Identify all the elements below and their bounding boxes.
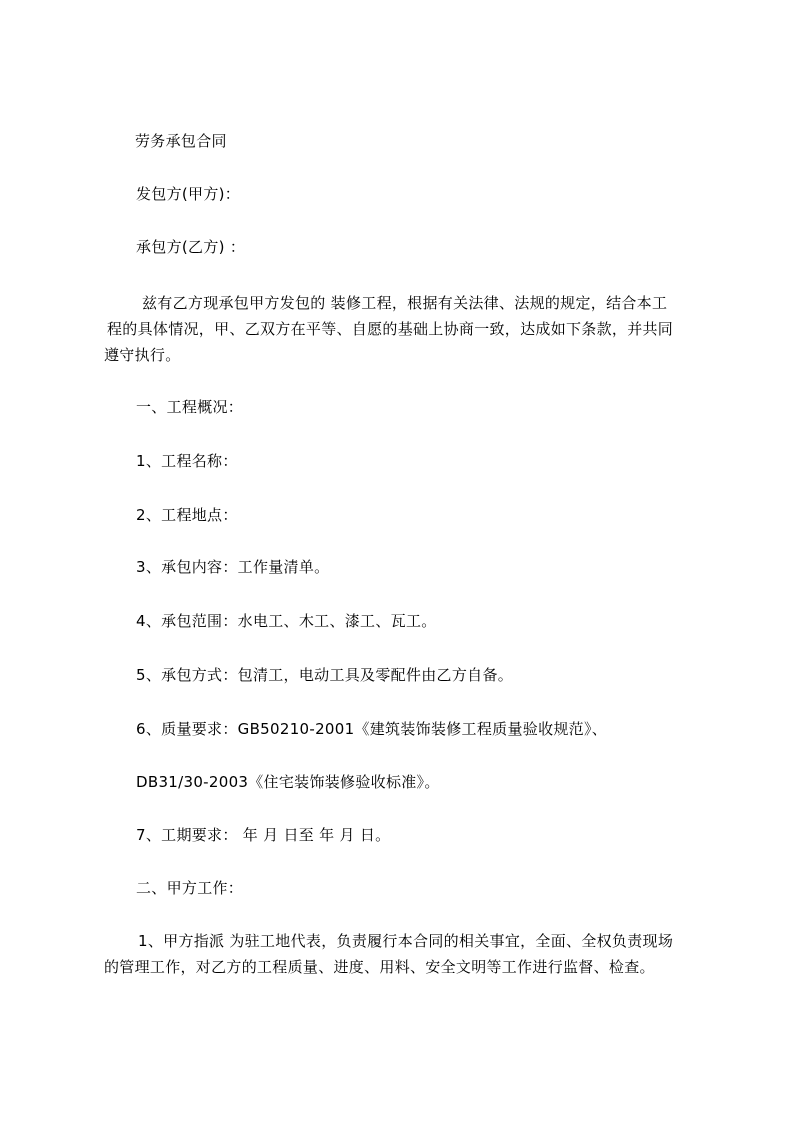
party-b-label: 承包方(乙方) ： <box>136 238 246 256</box>
section-2-item-1-line-1: 1、甲方指派 为驻工地代表，负责履行本合同的相关事宜，全面、全权负责现场 <box>138 932 674 950</box>
section-1-item: 7、工期要求： 年 月 日至 年 月 日。 <box>136 826 391 844</box>
contract-title: 劳务承包合同 <box>135 132 227 150</box>
intro-paragraph <box>104 290 698 368</box>
section-1-item: DB31/30-2003《住宅装饰装修验收标准》。 <box>136 773 440 791</box>
section-1-item: 5、承包方式：包清工，电动工具及零配件由乙方自备。 <box>136 666 514 684</box>
intro-line-1: 兹有乙方现承包甲方发包的 装修工程，根据有关法律、法规的规定，结合本工 <box>142 294 668 312</box>
section-2-heading: 二、甲方工作： <box>136 879 244 897</box>
party-a-label: 发包方(甲方)： <box>136 185 241 203</box>
section-1-item: 3、承包内容：工作量清单。 <box>136 558 330 576</box>
section-1-heading: 一、工程概况： <box>136 398 244 416</box>
section-2-item-1-line-2: 的管理工作，对乙方的工程质量、进度、用料、安全文明等工作进行监督、检查。 <box>104 958 655 976</box>
section-1-item: 1、工程名称： <box>136 452 238 470</box>
intro-line-3: 遵守执行。 <box>104 346 181 364</box>
section-1-item: 2、工程地点： <box>136 506 238 524</box>
section-1-item: 4、承包范围：水电工、木工、漆工、瓦工。 <box>136 612 437 630</box>
intro-line-2: 程的具体情况，甲、乙双方在平等、自愿的基础上协商一致，达成如下条款，并共同 <box>107 320 674 338</box>
section-2-item-1 <box>104 928 698 980</box>
section-1-item: 6、质量要求：GB50210-2001《建筑装饰装修工程质量验收规范》、 <box>136 720 608 738</box>
